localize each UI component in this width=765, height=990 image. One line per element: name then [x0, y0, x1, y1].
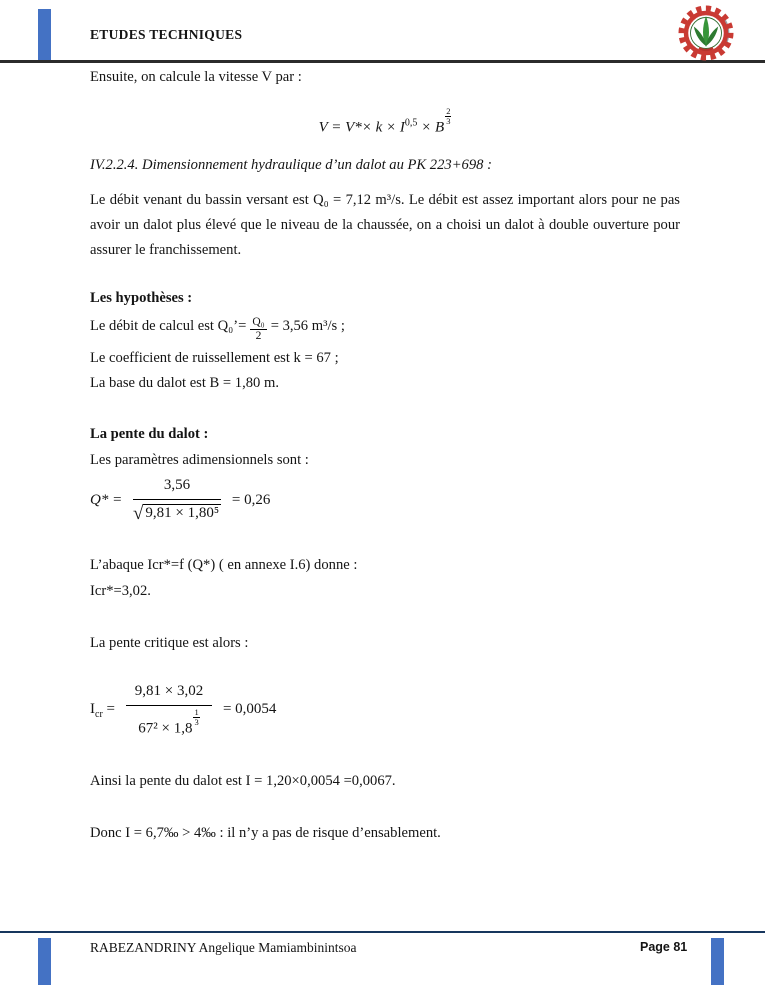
icr-star-value: Icr*=3,02.: [90, 583, 151, 600]
header-accent-bar: [38, 9, 51, 60]
formula-velocity-exponent: 0,5: [404, 117, 418, 129]
intro-sentence: Ensuite, on calcule la vitesse V par :: [90, 69, 302, 85]
abaque-sentence: L’abaque Icr*=f (Q*) ( en annexe I.6) donne :: [90, 557, 358, 574]
hypothesis-base: La base du dalot est B = 1,80 m.: [90, 375, 279, 392]
hypothesis-debit: [90, 316, 680, 343]
fraction-qstar: $\frac{3,56}{\text{√ 9,81 × 1,80⁵}}$: [132, 477, 220, 524]
critical-slope-intro: La pente critique est alors :: [90, 635, 249, 652]
formula-velocity-right: × B: [417, 119, 445, 136]
conclusion-risk: Donc I = 6,7‰ > 4‰ : il n’y a pas de risque d’ensablement.: [90, 825, 441, 842]
footer-divider: [0, 931, 765, 933]
formula-qstar-result: = 0,26: [231, 492, 271, 509]
footer-accent-bar-right: [711, 938, 724, 985]
radical-sign: √: [132, 502, 144, 524]
document-body: [90, 68, 680, 843]
organization-logo-icon: [676, 3, 736, 63]
formula-icr-result: = 0,0054: [222, 701, 277, 718]
footer-accent-bar-left: [38, 938, 51, 985]
footer-page-number: Page 81: [640, 940, 688, 954]
inline-fraction-q0-over-2: $\frac{\text{Q₀}}{2}$: [252, 315, 265, 342]
parameters-intro: Les paramètres adimensionnels sont :: [90, 452, 309, 469]
exponent-fraction-two-thirds: $\frac{2}{3}$: [446, 105, 451, 127]
formula-qstar: [90, 475, 680, 526]
slope-heading: La pente du dalot :: [90, 426, 209, 443]
hypotheses-heading: Les hypothèses :: [90, 289, 193, 306]
footer-author: RABEZANDRINY Angelique Mamiambinintsoa: [90, 940, 357, 955]
formula-qstar-lhs: Q* =: [90, 492, 123, 509]
formula-icr-lhs: $I_{cr}$ =: [90, 701, 115, 721]
fraction-icr: 9,81 × 3,02 67² × 1,8 $\frac{1}{3}$: [126, 681, 212, 738]
section-heading: IV.2.2.4. Dimensionnement hydraulique d’un dalot au PK 223+698 :: [90, 156, 492, 173]
formula-velocity-left: V = V*× k × I: [318, 119, 405, 136]
formula-critical-slope: [90, 681, 680, 738]
paragraph-debit: Le débit venant du bassin versant est Q₀ = 7,12 m³/s. Le débit est assez important alors pour ne pas avoir un dalot plus élevé que le niveau de la chaussée, on a choisi un dalot à double ouverture pour assurer le franchissement.: [90, 191, 680, 258]
hypothesis-debit-prefix: Le débit de calcul est Q₀’=: [90, 317, 247, 334]
formula-velocity: [90, 107, 680, 138]
exponent-fraction-one-third: $\frac{1}{3}$: [194, 706, 199, 727]
conclusion-slope: Ainsi la pente du dalot est I = 1,20×0,0054 =0,0067.: [90, 772, 396, 789]
page-header-title: ETUDES TECHNIQUES: [90, 27, 243, 42]
hypothesis-debit-suffix: = 3,56 m³/s ;: [270, 317, 345, 334]
hypothesis-coefficient: Le coefficient de ruissellement est k = 67 ;: [90, 350, 339, 367]
